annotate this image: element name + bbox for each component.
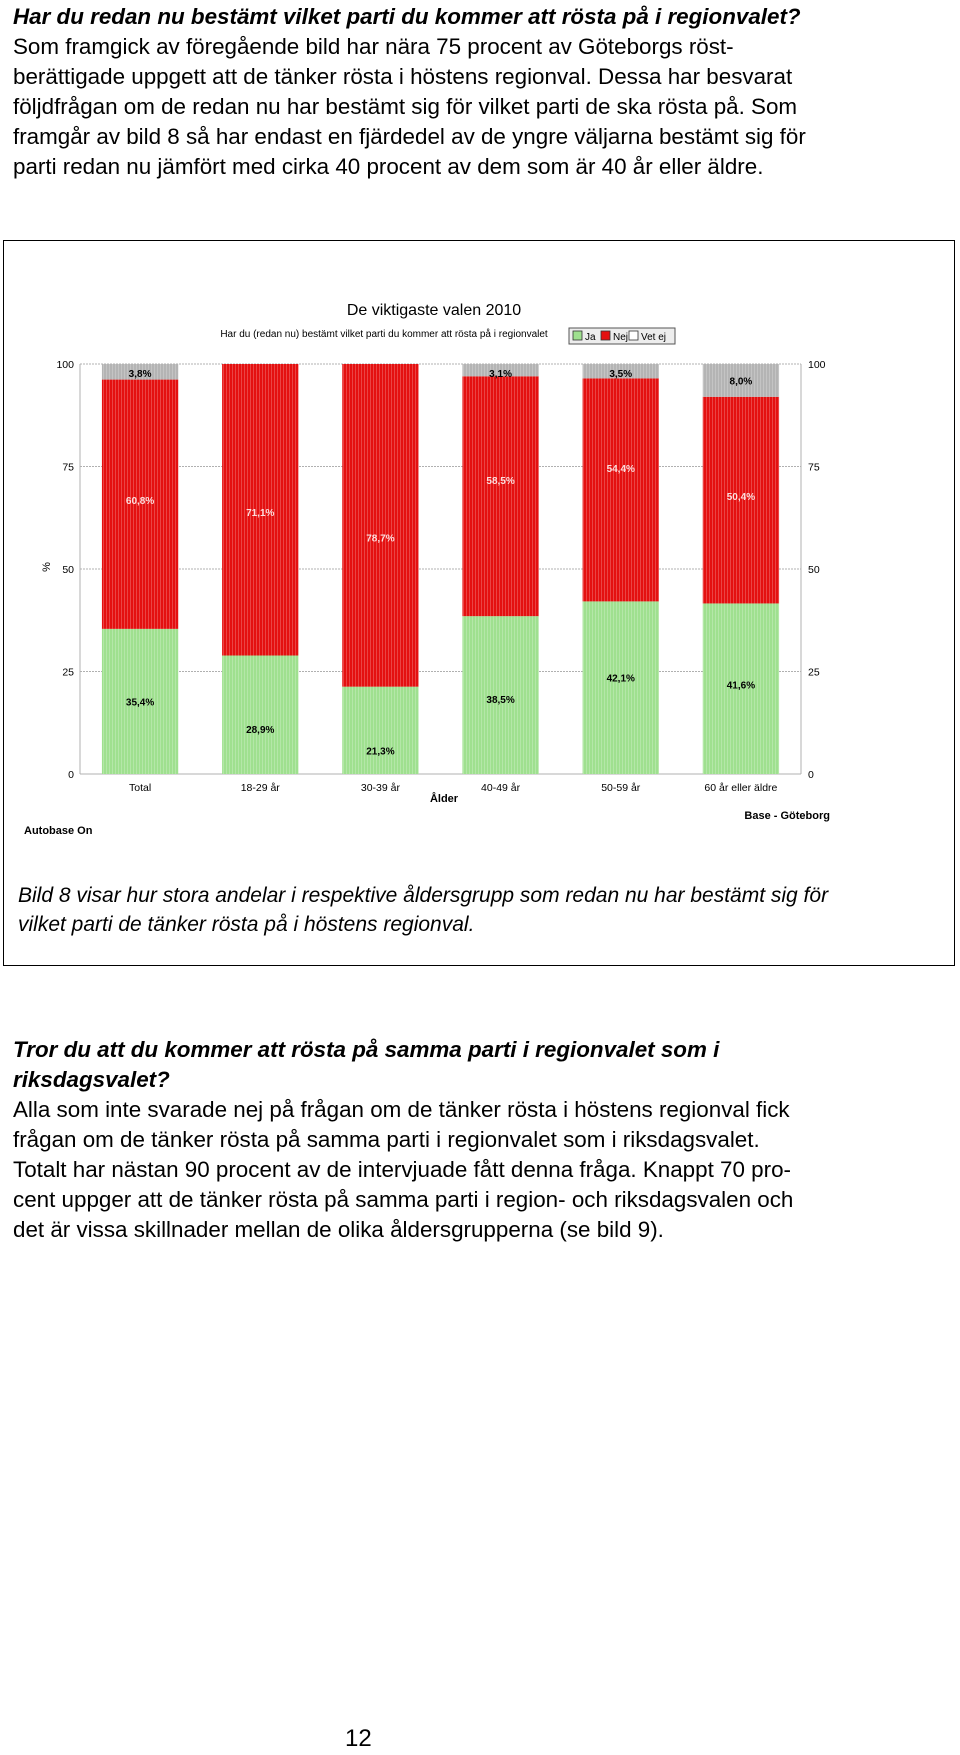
chart-title: De viktigaste valen 2010 <box>346 302 522 319</box>
x-tick-label: 50-59 år <box>601 782 641 794</box>
caption-line: Bild 8 visar hur stora andelar i respektive åldersgrupp som redan nu har bestämt sig för <box>18 884 829 907</box>
footer-source: Autobase On <box>24 825 93 837</box>
section2-heading: Tror du att du kommer att rösta på samma parti i regionvalet som i <box>13 1037 720 1062</box>
legend-swatch-vet-ej <box>629 331 638 340</box>
legend-label-nej: Nej <box>613 332 629 343</box>
section2-text <box>13 1035 948 1245</box>
data-label-ja: 38,5% <box>486 695 515 707</box>
x-tick-label: 18-29 år <box>240 782 280 794</box>
x-tick-label: 60 år eller äldre <box>704 782 778 794</box>
data-label-vet-ej: 3,1% <box>489 369 512 380</box>
y-axis-label: % <box>41 562 53 572</box>
legend-swatch-ja <box>573 331 582 340</box>
legend-label-vet-ej: Vet ej <box>641 332 667 343</box>
chart-legend <box>569 328 675 344</box>
bar-segment-texture <box>342 364 418 687</box>
bar-segment-texture <box>583 378 659 601</box>
section1-line: Som framgick av föregående bild har nära 75 procent av Göteborgs röst- <box>13 34 734 59</box>
figure-box <box>3 240 955 966</box>
section1-line: följdfrågan om de redan nu har bestämt sig för vilket parti de ska rösta på. Som <box>13 94 798 119</box>
bar-segment-texture <box>222 656 298 774</box>
y-tick-label-left: 75 <box>62 461 74 474</box>
bar-segment-texture <box>342 687 418 774</box>
figure-caption <box>18 881 948 939</box>
data-label-nej: 54,4% <box>606 463 635 475</box>
data-label-nej: 60,8% <box>125 496 155 508</box>
data-label-nej: 71,1% <box>246 507 275 519</box>
section2-line: Totalt har nästan 90 procent av de intervjuade fått denna fråga. Knappt 70 pro- <box>13 1157 791 1182</box>
bar-segment-texture <box>583 601 659 774</box>
section1-line: framgår av bild 8 så har endast en fjärdedel av de yngre väljarna bestämt sig för <box>13 124 806 149</box>
section1-heading: Har du redan nu bestämt vilket parti du kommer att rösta på i regionvalet? <box>13 4 801 29</box>
y-tick-label-right: 100 <box>808 359 826 371</box>
y-tick-label-left: 100 <box>56 359 74 371</box>
data-label-ja: 21,3% <box>366 746 395 758</box>
data-label-vet-ej: 3,8% <box>128 369 152 380</box>
page-number: 12 <box>345 1725 372 1752</box>
data-label-nej: 50,4% <box>726 492 756 504</box>
data-label-nej: 58,5% <box>486 476 515 488</box>
section1-line: parti redan nu jämfört med cirka 40 procent av dem som är 40 år eller äldre. <box>13 154 764 179</box>
y-tick-label-left: 25 <box>62 666 74 679</box>
footer-base: Base - Göteborg <box>744 810 830 822</box>
y-tick-label-right: 25 <box>808 666 820 679</box>
section2-heading: riksdagsvalet? <box>13 1067 170 1092</box>
y-tick-label-right: 50 <box>808 564 820 576</box>
data-label-nej: 78,7% <box>366 533 395 545</box>
section1-line: berättigade uppgett att de tänker rösta i höstens regionval. Dessa har besvarat <box>13 64 793 89</box>
section2-line: frågan om de tänker rösta på samma parti i regionvalet som i riksdagsvalet. <box>13 1127 760 1152</box>
data-label-vet-ej: 3,5% <box>609 369 633 380</box>
stacked-bar-chart <box>4 241 954 881</box>
data-label-ja: 41,6% <box>726 680 756 692</box>
chart-subtitle: Har du (redan nu) bestämt vilket parti du kommer att rösta på i regionvalet <box>220 329 548 340</box>
section1-text <box>13 2 948 182</box>
data-label-vet-ej: 8,0% <box>729 376 753 388</box>
caption-line: vilket parti de tänker rösta på i höstens regionval. <box>18 913 475 936</box>
x-tick-label: 30-39 år <box>360 782 400 794</box>
data-label-ja: 28,9% <box>246 724 275 736</box>
y-tick-label-left: 0 <box>68 769 74 781</box>
x-tick-label: Total <box>128 782 152 794</box>
x-tick-label: 40-49 år <box>481 782 521 794</box>
y-tick-label-left: 50 <box>62 564 74 576</box>
bar-segment-texture <box>462 376 538 616</box>
legend-label-ja: Ja <box>585 332 596 343</box>
data-label-ja: 35,4% <box>125 697 155 709</box>
y-tick-label-right: 75 <box>808 461 820 474</box>
section2-line: Alla som inte svarade nej på frågan om de tänker rösta i höstens regionval fick <box>13 1097 790 1122</box>
section2-line: det är vissa skillnader mellan de olika åldersgrupperna (se bild 9). <box>13 1217 664 1242</box>
data-label-ja: 42,1% <box>606 673 635 685</box>
x-axis-label: Ålder <box>429 793 459 805</box>
y-tick-label-right: 0 <box>808 769 814 781</box>
chart-gridlines <box>80 364 801 774</box>
section2-line: cent uppger att de tänker rösta på samma parti i region- och riksdagsvalen och <box>13 1187 794 1212</box>
legend-swatch-nej <box>601 331 610 340</box>
